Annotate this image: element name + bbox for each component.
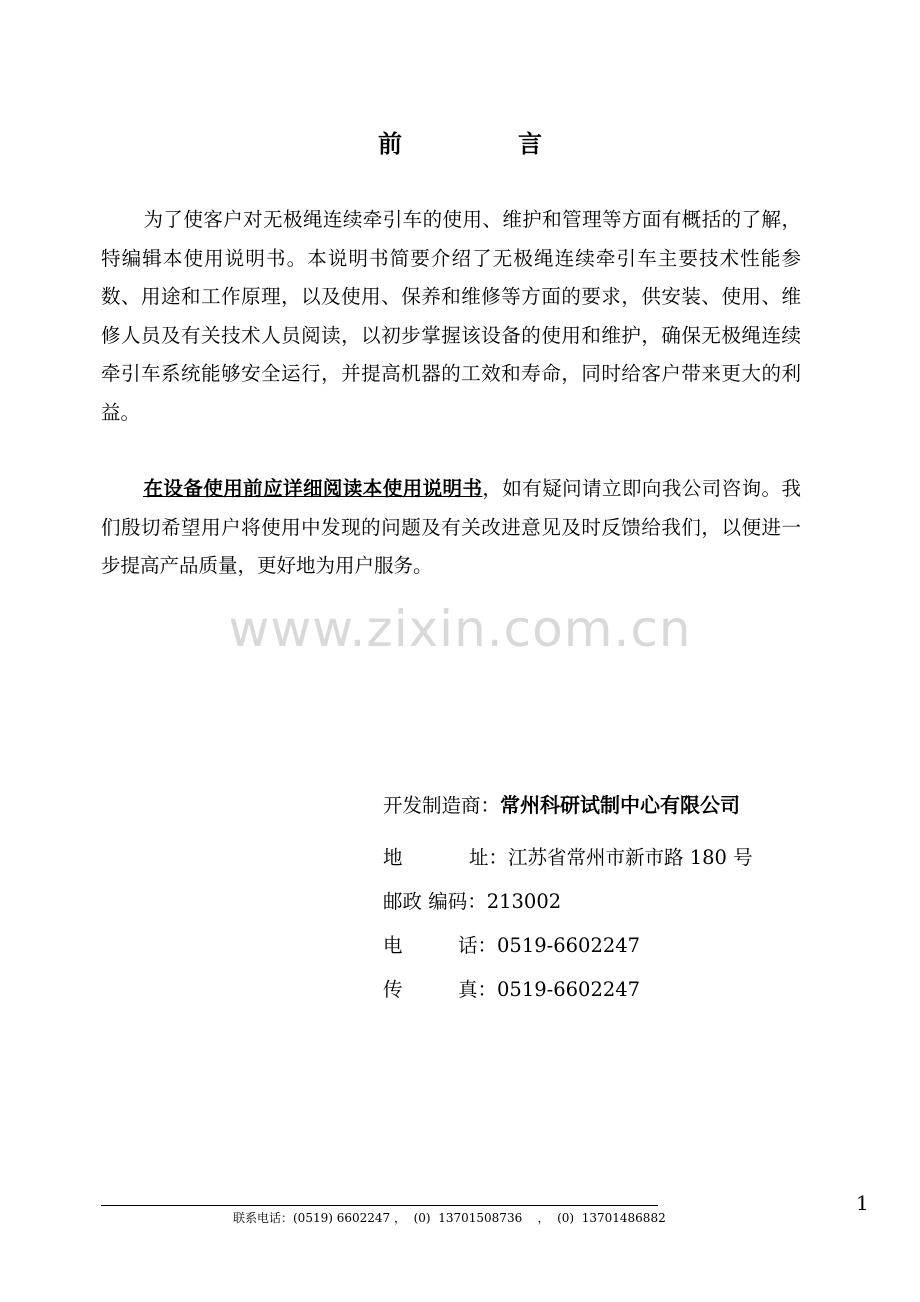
notice-emphasis: 在设备使用前应详细阅读本使用说明书 (143, 477, 483, 500)
intro-paragraph-text: 为了使客户对无极绳连续牵引车的使用、维护和管理等方面有概括的了解，特编辑本使用说明书。本说明书简要介绍了无极绳连续牵引车主要技术性能参数、用途和工作原理，以及使用、保养和维修等方面的要求，供安装、使用、维修人员及有关技术人员阅读，以初步掌握该设备的使用和维护，确保无极绳连续牵引车系统能够安全运行，并提高机器的工效和寿命，同时给客户带来更大的利益。 (101, 208, 801, 424)
phone-label-part1: 电 (383, 934, 403, 957)
watermark: www.zixin.com.cn (228, 600, 692, 658)
address-value: 江苏省常州市新市路 180 号 (508, 846, 753, 869)
phone-label-part2: 话： (458, 934, 498, 957)
fax-label-part1: 传 (383, 978, 403, 1001)
phone-line (383, 930, 640, 958)
address-label-part2: 址： (469, 846, 509, 869)
footer-contact-text: 联系电话：(0519) 6602247 ， (0) 13701508736 ， (0) 13701486882 (233, 1211, 666, 1225)
notice-paragraph-text: ，如有疑问请立即向我公司咨询。我们殷切希望用户将使用中发现的问题及有关改进意见及时反馈给我们，以便进一步提高产品质量，更好地为用户服务。 (101, 477, 801, 578)
phone-value: 0519-6602247 (497, 934, 641, 957)
intro-paragraph (101, 201, 801, 433)
postcode-line (383, 886, 561, 914)
page-number: 1 (856, 1191, 869, 1215)
fax-label-part2: 真： (458, 978, 498, 1001)
fax-line (383, 974, 640, 1002)
address-label-part1: 地 (383, 846, 403, 869)
postcode-value: 213002 (486, 890, 562, 913)
address-line (383, 842, 753, 870)
postcode-label: 邮政 编码： (383, 890, 487, 913)
fax-value: 0519-6602247 (497, 978, 641, 1001)
notice-paragraph (101, 470, 801, 586)
manufacturer-name: 常州科研试制中心有限公司 (500, 793, 741, 817)
manufacturer-label: 开发制造商： (383, 794, 501, 817)
manufacturer-line (383, 789, 740, 818)
footer-divider (101, 1205, 658, 1206)
page-title: 前言 (378, 129, 658, 158)
